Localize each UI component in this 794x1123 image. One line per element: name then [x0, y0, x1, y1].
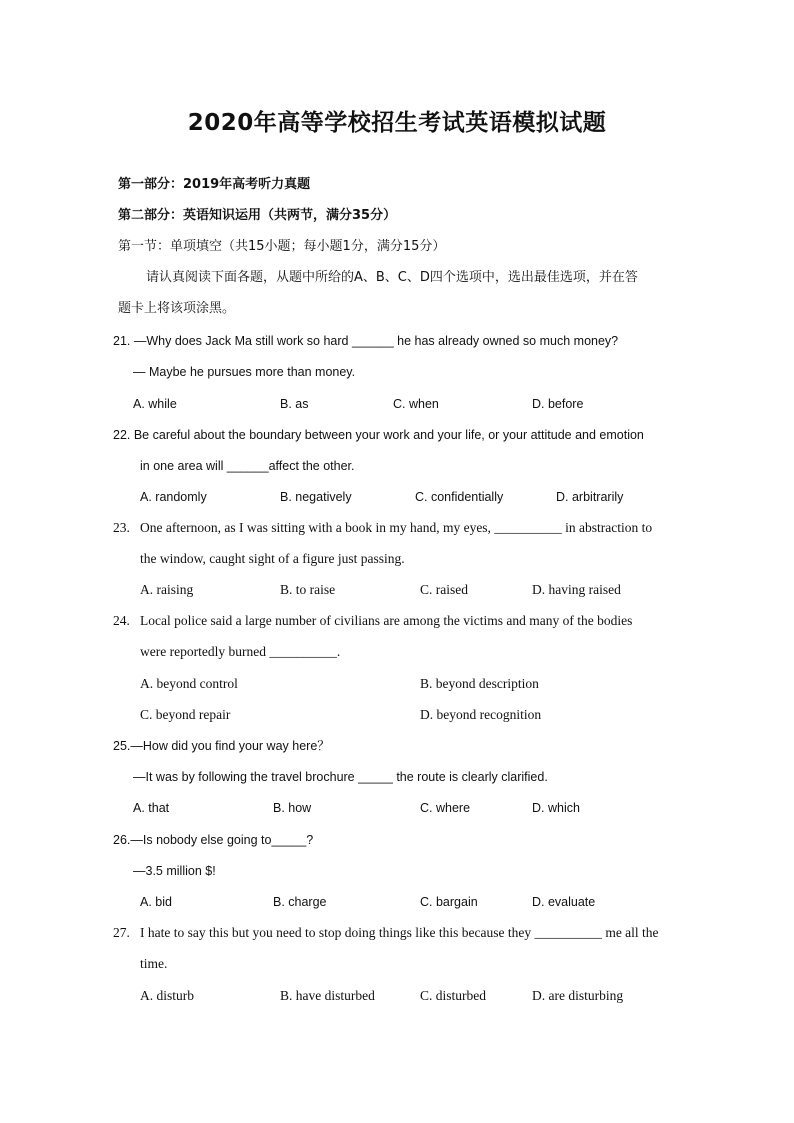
- part-one-heading: 第一部分：2019年高考听力真题: [118, 177, 311, 192]
- page-title: 2020年高等学校招生考试英语模拟试题: [187, 110, 607, 136]
- section-one-heading: 第一节：单项填空（共15小题；每小题1分，满分15分）: [118, 239, 446, 254]
- option-d: D. beyond recognition: [420, 707, 542, 722]
- instruction-text: 请认真阅读下面各题，从题中所给的A、B、C、D四个选项中，选出最佳选项，并在答: [146, 270, 638, 285]
- option-c: C. beyond repair: [140, 707, 231, 722]
- question-stem-continued: were reportedly burned __________.: [140, 644, 341, 659]
- option-d: D. before: [532, 397, 584, 411]
- option-c: C. raised: [420, 582, 468, 597]
- option-a: A. randomly: [140, 490, 207, 504]
- option-b: B. to raise: [280, 582, 336, 597]
- option-b: B. negatively: [280, 490, 352, 504]
- question-reply: — Maybe he pursues more than money.: [133, 365, 356, 379]
- option-a: A. raising: [140, 582, 194, 597]
- question-stem: Local police said a large number of civilians are among the victims and many of the bodies: [140, 613, 633, 628]
- question-stem: 25.—How did you find your way here？: [113, 739, 330, 753]
- question-stem-continued: time.: [140, 956, 168, 971]
- part-two-heading: 第二部分：英语知识运用（共两节，满分35分）: [118, 208, 397, 223]
- option-c: C. where: [420, 801, 471, 815]
- question-stem: One afternoon, as I was sitting with a book in my hand, my eyes, __________ in abstraction to: [140, 520, 653, 535]
- option-d: D. having raised: [532, 582, 621, 597]
- option-a: A. disturb: [140, 988, 194, 1003]
- question-reply: —It was by following the travel brochure _____ the route is clearly clarified.: [133, 770, 548, 784]
- option-b: B. how: [273, 801, 312, 815]
- question-stem-continued: in one area will ______affect the other.: [140, 459, 355, 473]
- option-b: B. as: [280, 397, 309, 411]
- question-reply: —3.5 million $!: [133, 864, 216, 878]
- question-stem: 26.—Is nobody else going to_____?: [113, 833, 314, 847]
- question-stem: 22. Be careful about the boundary between your work and your life, or your attitude and emotion: [113, 428, 644, 442]
- option-d: D. which: [532, 801, 580, 815]
- question-number: 23.: [113, 520, 130, 535]
- question-number: 27.: [113, 925, 130, 940]
- option-a: A. that: [133, 801, 170, 815]
- question-stem-continued: the window, caught sight of a figure just passing.: [140, 551, 405, 566]
- question-stem: I hate to say this but you need to stop doing things like this because they __________ me all the: [140, 925, 659, 940]
- option-b: B. have disturbed: [280, 988, 375, 1003]
- option-a: A. beyond control: [140, 676, 238, 691]
- option-d: D. are disturbing: [532, 988, 624, 1003]
- option-d: D. evaluate: [532, 895, 596, 909]
- question-stem: 21. —Why does Jack Ma still work so hard ______ he has already owned so much money?: [113, 334, 619, 348]
- option-c: C. disturbed: [420, 988, 486, 1003]
- option-c: C. confidentially: [415, 490, 504, 504]
- option-b: B. beyond description: [420, 676, 539, 691]
- instruction-text-continued: 题卡上将该项涂黑。: [118, 301, 236, 316]
- option-d: D. arbitrarily: [556, 490, 624, 504]
- option-a: A. while: [133, 397, 177, 411]
- option-a: A. bid: [140, 895, 172, 909]
- option-c: C. when: [393, 397, 439, 411]
- option-c: C. bargain: [420, 895, 478, 909]
- question-number: 24.: [113, 613, 130, 628]
- option-b: B. charge: [273, 895, 327, 909]
